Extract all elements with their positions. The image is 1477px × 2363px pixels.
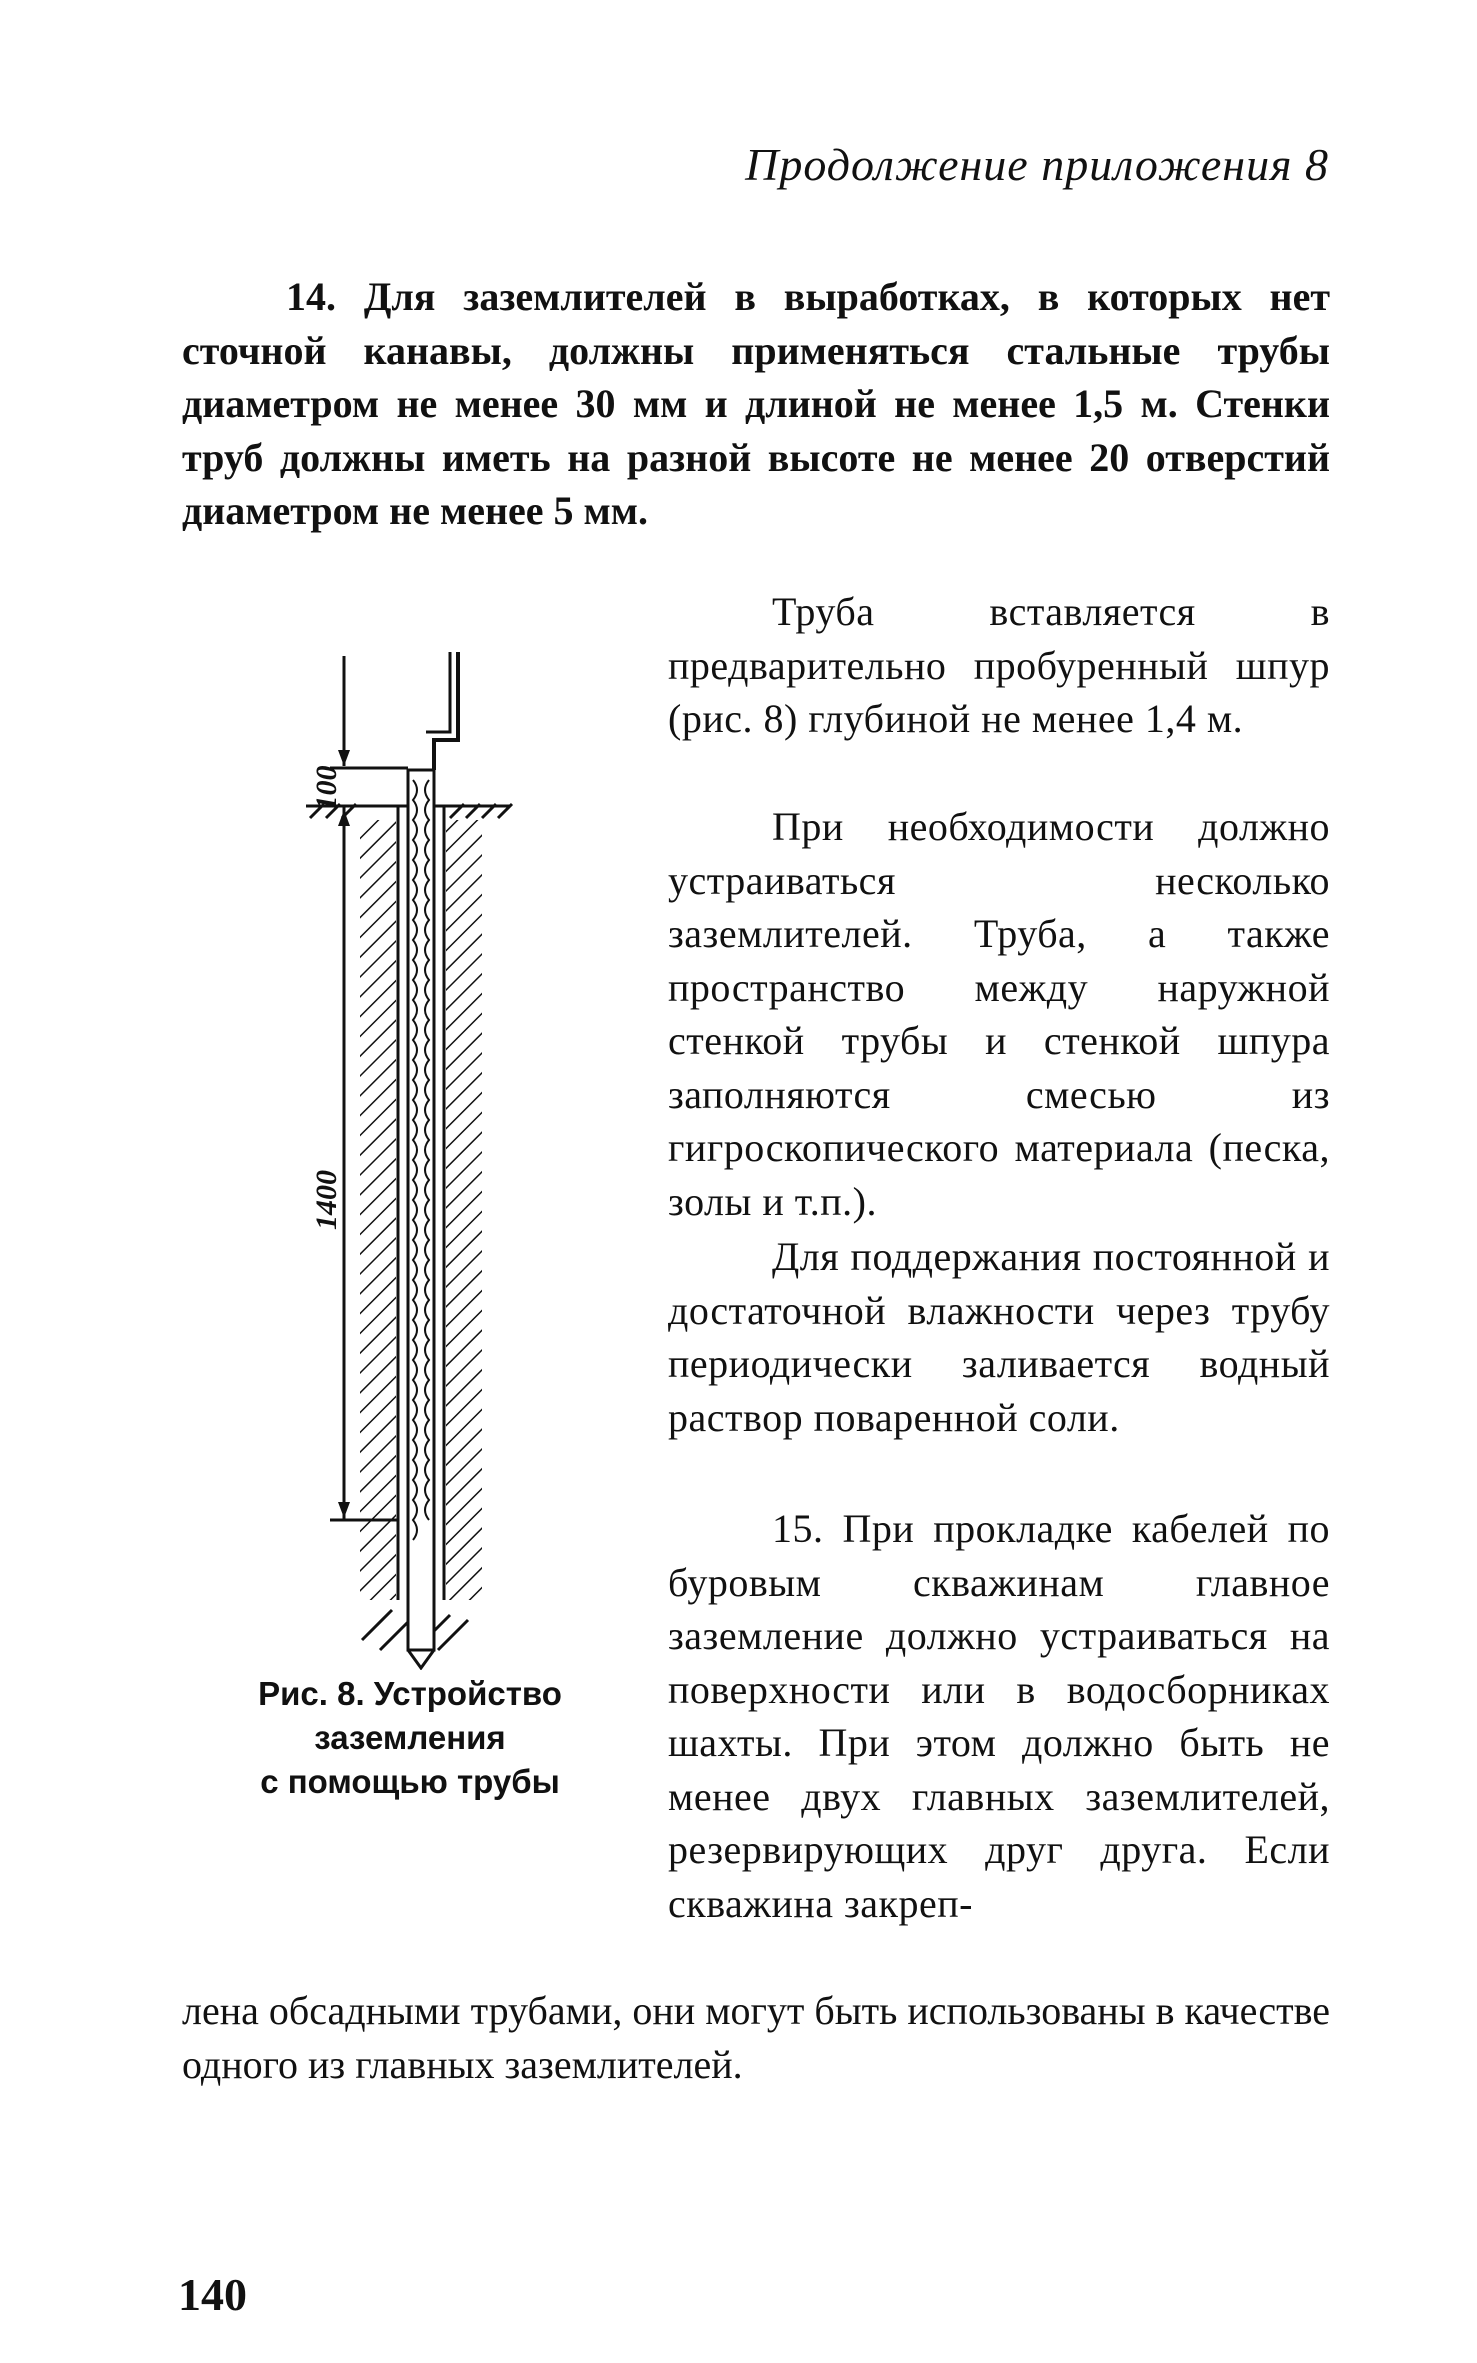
page-number: 140 <box>178 2269 247 2320</box>
running-head: Продолжение приложения 8 <box>745 139 1329 190</box>
paragraph-moisture: Для поддержания постоянной и достаточной влажности через трубу периодически заливается водный раствор поваренной соли. <box>668 1234 1330 1440</box>
dimension-label-top: 100 <box>310 765 343 811</box>
paragraph-multiple-grounds: При необходимости должно устраиваться несколько заземлителей. Труба, а также пространство между наружной стенкой трубы и стенкой шпура заполняются смесью из гигроскопического материала (песка, золы и т.п.). <box>668 804 1330 1224</box>
dimension-label-depth: 1400 <box>310 1170 343 1230</box>
paragraph-14: 14. Для заземлителей в выработках, в которых нет сточной канавы, должны применяться стальные трубы диаметром не менее 30 мм и длиной не менее 1,5 м. Стенки труб должны иметь на разной высоте не менее 20 отверстий диаметром не менее 5 мм. <box>182 274 1330 533</box>
figure-caption <box>210 1672 610 1804</box>
paragraph-tube-insertion: Труба вставляется в предварительно пробуренный шпур (рис. 8) глубиной не менее 1,4 м. <box>668 589 1330 741</box>
grounding-pipe-figure <box>300 640 520 1670</box>
caption-line-2: заземления <box>314 1719 506 1756</box>
paragraph-15-end: лена обсадными трубами, они могут быть использованы в качестве одного из главных заземлителей. <box>182 1988 1330 2087</box>
paragraph-15: 15. При прокладке кабелей по буровым скважинам главное заземление должно устраиваться на поверхности или в водосборниках шахты. При этом должно быть не менее двух главных заземлителей, резервирующих друг друга. Если скважина закреп- <box>668 1506 1330 1926</box>
caption-line-1: Рис. 8. Устройство <box>258 1675 562 1712</box>
caption-line-3: с помощью трубы <box>260 1763 560 1800</box>
